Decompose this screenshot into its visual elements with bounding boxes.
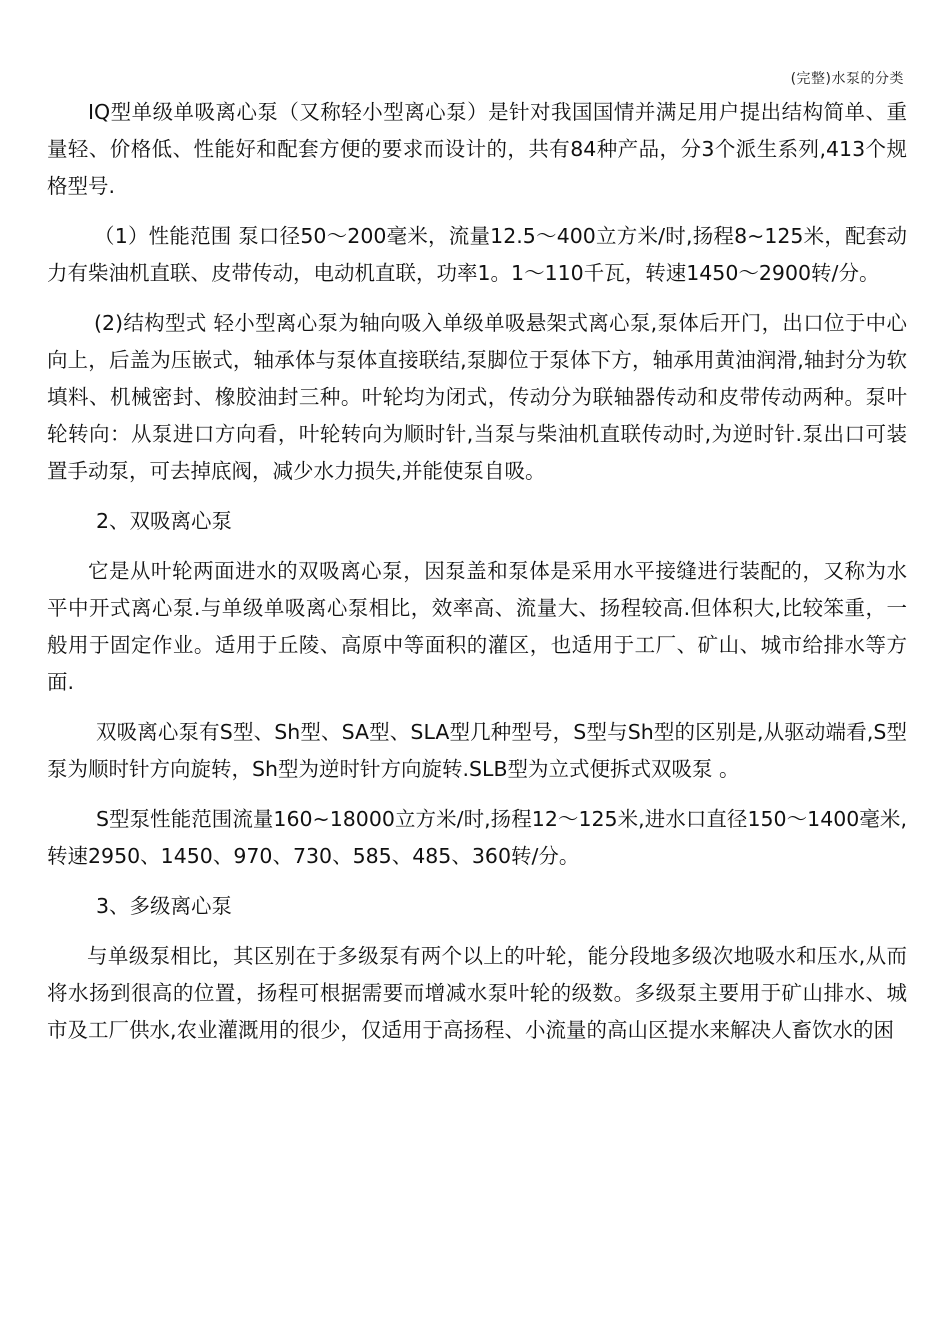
paragraph-double-suction-models: 双吸离心泵有S型、Sh型、SA型、SLA型几种型号，S型与Sh型的区别是,从驱动端看,S型泵为顺时针方向旋转，Sh型为逆时针方向旋转.SLB型为立式便拆式双吸泵 。 [47, 720, 907, 781]
paragraph-performance-range: （1）性能范围 泵口径50～200毫米，流量12.5～400立方米/时,扬程8~125米，配套动力有柴油机直联、皮带传动，电动机直联，功率1。1～110千瓦，转速1450～2900转/分。 [47, 224, 907, 285]
document-body [47, 94, 907, 1049]
section-heading-double-suction: 2、双吸离心泵 [96, 509, 233, 533]
section-heading-multistage: 3、多级离心泵 [96, 894, 233, 918]
document-header: (完整)水泵的分类 [790, 71, 904, 87]
paragraph-double-suction-intro: 它是从叶轮两面进水的双吸离心泵，因泵盖和泵体是采用水平接缝进行装配的，又称为水平中开式离心泵.与单级单吸离心泵相比，效率高、流量大、扬程较高.但体积大,比较笨重，一般用于固定作业。适用于丘陵、高原中等面积的灌区，也适用于工厂、矿山、城市给排水等方面. [47, 559, 907, 694]
paragraph-iq-pump-intro: IQ型单级单吸离心泵（又称轻小型离心泵）是针对我国国情并满足用户提出结构简单、重量轻、价格低、性能好和配套方便的要求而设计的，共有84种产品，分3个派生系列,413个规格型号. [47, 100, 907, 198]
paragraph-structure-type: (2)结构型式 轻小型离心泵为轴向吸入单级单吸悬架式离心泵,泵体后开门，出口位于中心向上，后盖为压嵌式，轴承体与泵体直接联结,泵脚位于泵体下方，轴承用黄油润滑,轴封分为软填料、机械密封、橡胶油封三种。叶轮均为闭式，传动分为联轴器传动和皮带传动两种。泵叶轮转向：从泵进口方向看，叶轮转向为顺时针,当泵与柴油机直联传动时,为逆时针.泵出口可装置手动泵，可去掉底阀，减少水力损失,并能使泵自吸。 [47, 311, 907, 483]
paragraph-multistage-intro: 与单级泵相比，其区别在于多级泵有两个以上的叶轮，能分段地多级次地吸水和压水,从而将水扬到很高的位置，扬程可根据需要而增减水泵叶轮的级数。多级泵主要用于矿山排水、城市及工厂供水,农业灌溉用的很少，仅适用于高扬程、小流量的高山区提水来解决人畜饮水的困 [47, 944, 907, 1042]
paragraph-s-type-performance: S型泵性能范围流量160~18000立方米/时,扬程12～125米,进水口直径150～1400毫米,转速2950、1450、970、730、585、485、360转/分。 [47, 807, 907, 868]
